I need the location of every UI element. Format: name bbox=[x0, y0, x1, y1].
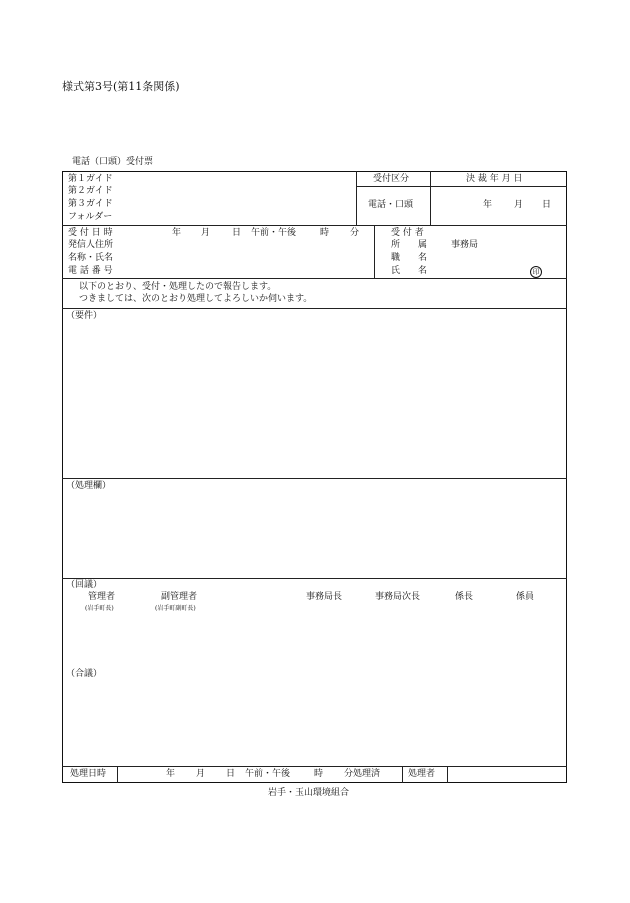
processed-minute-done: 分処理済 bbox=[344, 769, 381, 779]
received-hour: 時 bbox=[320, 228, 330, 238]
reception-category-value: 電話・口頭 bbox=[368, 200, 414, 210]
seal-mark: 印 bbox=[530, 266, 542, 278]
divider bbox=[62, 766, 567, 767]
receiver-name-label: 氏 名 bbox=[391, 266, 428, 276]
receiver-label: 受 付 者 bbox=[391, 228, 424, 238]
divider bbox=[62, 308, 567, 309]
form-frame bbox=[62, 171, 567, 783]
received-day: 日 bbox=[232, 228, 242, 238]
divider bbox=[62, 278, 567, 279]
approver-manager: 管理者 bbox=[88, 592, 116, 602]
form-title: 電話（口頭）受付票 bbox=[72, 157, 154, 167]
received-minute: 分 bbox=[350, 228, 360, 238]
approver-deputy-chief: 事務局次長 bbox=[375, 592, 421, 602]
receiver-affiliation-value: 事務局 bbox=[451, 240, 479, 250]
folder-label: フォルダー bbox=[68, 212, 113, 222]
organization-name: 岩手・玉山環境組合 bbox=[268, 788, 350, 798]
processed-year: 年 bbox=[166, 769, 176, 779]
received-datetime-label: 受 付 日 時 bbox=[68, 228, 113, 238]
decision-day: 日 bbox=[542, 200, 552, 210]
received-ampm: 午前・午後 bbox=[251, 228, 297, 238]
approver-bureau-chief: 事務局長 bbox=[306, 592, 343, 602]
requirement-section-label: （要件） bbox=[66, 311, 103, 321]
caller-phone-label: 電 話 番 号 bbox=[68, 266, 113, 276]
divider bbox=[62, 578, 567, 579]
approver-section-chief: 係長 bbox=[455, 592, 474, 602]
processor-label: 処理者 bbox=[408, 769, 436, 779]
processed-day: 日 bbox=[226, 769, 236, 779]
report-line-1: 以下のとおり、受付・処理したので報告します。 bbox=[79, 282, 277, 292]
receiver-affiliation-label: 所 属 bbox=[391, 240, 428, 250]
approver-vice-manager: 副管理者 bbox=[161, 592, 198, 602]
processed-date-label: 処理日時 bbox=[70, 769, 107, 779]
decision-month: 月 bbox=[514, 200, 524, 210]
received-month: 月 bbox=[201, 228, 211, 238]
divider bbox=[447, 766, 448, 783]
approver-staff: 係員 bbox=[516, 592, 535, 602]
divider bbox=[62, 225, 567, 226]
divider bbox=[356, 186, 567, 187]
processed-ampm: 午前・午後 bbox=[245, 769, 291, 779]
processed-month: 月 bbox=[196, 769, 206, 779]
decision-date-label: 決 裁 年 月 日 bbox=[466, 174, 523, 184]
divider bbox=[374, 225, 375, 278]
form-number: 様式第3号(第11条関係) bbox=[62, 80, 180, 93]
divider bbox=[430, 171, 431, 225]
reception-category-label: 受付区分 bbox=[373, 174, 410, 184]
caller-name-label: 名称・氏名 bbox=[68, 253, 114, 263]
divider bbox=[62, 478, 567, 479]
approver-vice-manager-sub: (岩手町副町長) bbox=[155, 605, 196, 612]
guide-2-label: 第２ガイド bbox=[68, 186, 113, 196]
receiver-position-label: 職 名 bbox=[391, 253, 428, 263]
consultation-section-label: （合議） bbox=[66, 669, 103, 679]
circulation-section-label: （回議） bbox=[66, 580, 103, 590]
divider bbox=[402, 766, 403, 783]
decision-year: 年 bbox=[483, 200, 493, 210]
guide-1-label: 第１ガイド bbox=[68, 174, 113, 184]
received-year: 年 bbox=[172, 228, 182, 238]
processed-hour: 時 bbox=[314, 769, 324, 779]
processing-section-label: （処理欄） bbox=[66, 481, 112, 491]
divider bbox=[356, 171, 357, 225]
approver-manager-sub: (岩手町長) bbox=[85, 605, 114, 612]
divider bbox=[117, 766, 118, 783]
caller-address-label: 発信人住所 bbox=[68, 240, 114, 250]
report-line-2: つきましては、次のとおり処理してよろしいか伺います。 bbox=[79, 294, 313, 304]
guide-3-label: 第３ガイド bbox=[68, 199, 113, 209]
